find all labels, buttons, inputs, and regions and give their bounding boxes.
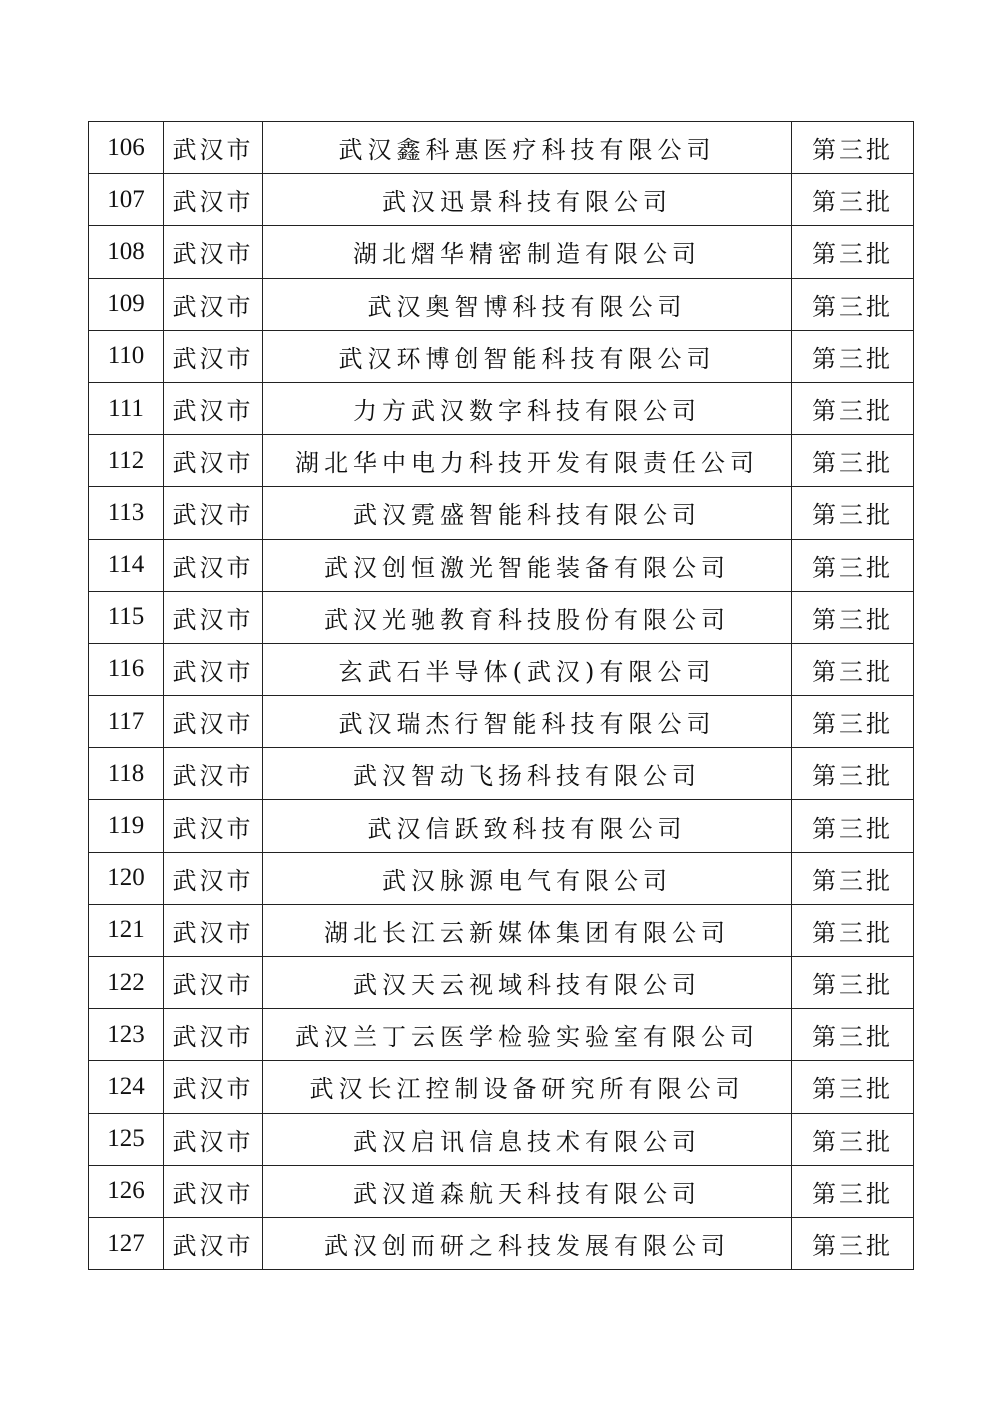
batch-cell: 第三批 — [792, 1165, 914, 1217]
city-cell: 武汉市 — [164, 904, 263, 956]
table-row — [89, 539, 914, 591]
batch-cell: 第三批 — [792, 330, 914, 382]
row-number: 123 — [89, 1009, 164, 1061]
batch-cell: 第三批 — [792, 904, 914, 956]
company-name-cell: 武汉兰丁云医学检验实验室有限公司 — [263, 1009, 792, 1061]
company-list-table — [88, 121, 914, 1270]
batch-cell: 第三批 — [792, 957, 914, 1009]
table-row — [89, 1217, 914, 1269]
table-row — [89, 748, 914, 800]
batch-cell: 第三批 — [792, 1217, 914, 1269]
table-row — [89, 696, 914, 748]
company-name-cell: 武汉脉源电气有限公司 — [263, 852, 792, 904]
table-row — [89, 800, 914, 852]
batch-cell: 第三批 — [792, 122, 914, 174]
table-row — [89, 643, 914, 695]
company-name-cell: 武汉启讯信息技术有限公司 — [263, 1113, 792, 1165]
city-cell: 武汉市 — [164, 226, 263, 278]
city-cell: 武汉市 — [164, 487, 263, 539]
row-number: 124 — [89, 1061, 164, 1113]
row-number: 113 — [89, 487, 164, 539]
row-number: 121 — [89, 904, 164, 956]
city-cell: 武汉市 — [164, 852, 263, 904]
batch-cell: 第三批 — [792, 748, 914, 800]
row-number: 118 — [89, 748, 164, 800]
table-row — [89, 852, 914, 904]
row-number: 126 — [89, 1165, 164, 1217]
batch-cell: 第三批 — [792, 800, 914, 852]
batch-cell: 第三批 — [792, 643, 914, 695]
row-number: 107 — [89, 174, 164, 226]
city-cell: 武汉市 — [164, 1217, 263, 1269]
batch-cell: 第三批 — [792, 591, 914, 643]
table-row — [89, 1165, 914, 1217]
company-name-cell: 武汉创而研之科技发展有限公司 — [263, 1217, 792, 1269]
batch-cell: 第三批 — [792, 174, 914, 226]
batch-cell: 第三批 — [792, 226, 914, 278]
batch-cell: 第三批 — [792, 696, 914, 748]
table-row — [89, 382, 914, 434]
batch-cell: 第三批 — [792, 278, 914, 330]
city-cell: 武汉市 — [164, 1113, 263, 1165]
row-number: 114 — [89, 539, 164, 591]
row-number: 112 — [89, 435, 164, 487]
batch-cell: 第三批 — [792, 1061, 914, 1113]
row-number: 127 — [89, 1217, 164, 1269]
batch-cell: 第三批 — [792, 435, 914, 487]
batch-cell: 第三批 — [792, 1113, 914, 1165]
table-row — [89, 1113, 914, 1165]
company-name-cell: 力方武汉数字科技有限公司 — [263, 382, 792, 434]
company-name-cell: 武汉光驰教育科技股份有限公司 — [263, 591, 792, 643]
row-number: 109 — [89, 278, 164, 330]
company-name-cell: 武汉道森航天科技有限公司 — [263, 1165, 792, 1217]
row-number: 120 — [89, 852, 164, 904]
company-name-cell: 武汉智动飞扬科技有限公司 — [263, 748, 792, 800]
row-number: 108 — [89, 226, 164, 278]
company-name-cell: 湖北熠华精密制造有限公司 — [263, 226, 792, 278]
table-row — [89, 1061, 914, 1113]
city-cell: 武汉市 — [164, 278, 263, 330]
batch-cell: 第三批 — [792, 382, 914, 434]
city-cell: 武汉市 — [164, 1009, 263, 1061]
table-row — [89, 226, 914, 278]
company-name-cell: 武汉天云视域科技有限公司 — [263, 957, 792, 1009]
table-row — [89, 122, 914, 174]
city-cell: 武汉市 — [164, 435, 263, 487]
city-cell: 武汉市 — [164, 1061, 263, 1113]
table-row — [89, 957, 914, 1009]
row-number: 116 — [89, 643, 164, 695]
row-number: 125 — [89, 1113, 164, 1165]
table-row — [89, 904, 914, 956]
company-name-cell: 武汉环博创智能科技有限公司 — [263, 330, 792, 382]
table-row — [89, 330, 914, 382]
city-cell: 武汉市 — [164, 1165, 263, 1217]
table-row — [89, 435, 914, 487]
company-name-cell: 武汉奥智博科技有限公司 — [263, 278, 792, 330]
row-number: 111 — [89, 382, 164, 434]
company-name-cell: 武汉霓盛智能科技有限公司 — [263, 487, 792, 539]
batch-cell: 第三批 — [792, 852, 914, 904]
company-name-cell: 玄武石半导体(武汉)有限公司 — [263, 643, 792, 695]
company-name-cell: 武汉创恒激光智能装备有限公司 — [263, 539, 792, 591]
batch-cell: 第三批 — [792, 1009, 914, 1061]
row-number: 122 — [89, 957, 164, 1009]
city-cell: 武汉市 — [164, 122, 263, 174]
city-cell: 武汉市 — [164, 748, 263, 800]
company-list-body — [89, 122, 914, 1270]
company-name-cell: 湖北长江云新媒体集团有限公司 — [263, 904, 792, 956]
city-cell: 武汉市 — [164, 800, 263, 852]
table-row — [89, 591, 914, 643]
row-number: 106 — [89, 122, 164, 174]
city-cell: 武汉市 — [164, 174, 263, 226]
row-number: 119 — [89, 800, 164, 852]
city-cell: 武汉市 — [164, 696, 263, 748]
batch-cell: 第三批 — [792, 487, 914, 539]
batch-cell: 第三批 — [792, 539, 914, 591]
table-row — [89, 278, 914, 330]
city-cell: 武汉市 — [164, 591, 263, 643]
city-cell: 武汉市 — [164, 330, 263, 382]
city-cell: 武汉市 — [164, 539, 263, 591]
city-cell: 武汉市 — [164, 957, 263, 1009]
city-cell: 武汉市 — [164, 382, 263, 434]
company-name-cell: 武汉长江控制设备研究所有限公司 — [263, 1061, 792, 1113]
row-number: 115 — [89, 591, 164, 643]
company-name-cell: 武汉迅景科技有限公司 — [263, 174, 792, 226]
company-name-cell: 武汉瑞杰行智能科技有限公司 — [263, 696, 792, 748]
city-cell: 武汉市 — [164, 643, 263, 695]
row-number: 117 — [89, 696, 164, 748]
table-row — [89, 1009, 914, 1061]
company-name-cell: 湖北华中电力科技开发有限责任公司 — [263, 435, 792, 487]
row-number: 110 — [89, 330, 164, 382]
table-row — [89, 487, 914, 539]
table-row — [89, 174, 914, 226]
company-name-cell: 武汉鑫科惠医疗科技有限公司 — [263, 122, 792, 174]
company-name-cell: 武汉信跃致科技有限公司 — [263, 800, 792, 852]
